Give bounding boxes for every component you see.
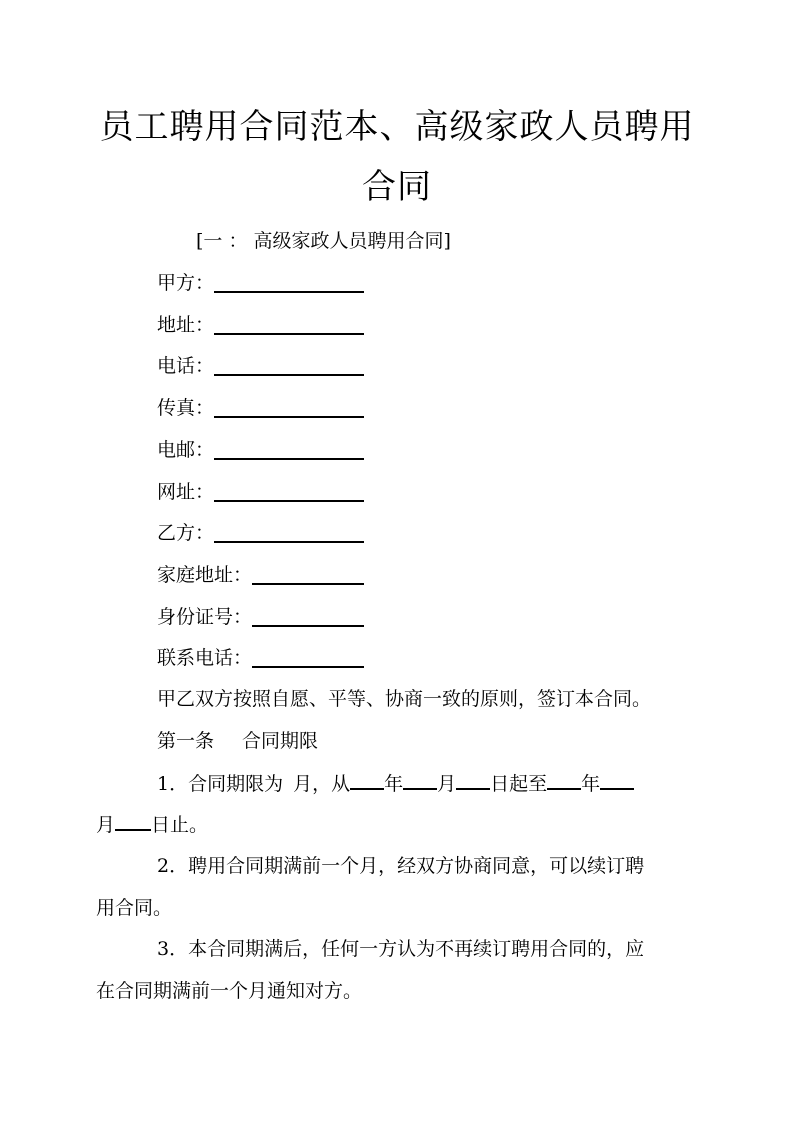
document-title-line-2: 合同 [362, 167, 432, 207]
intro-paragraph: 甲乙双方按照自愿、平等、协商一致的原则，签订本合同。 [157, 688, 652, 710]
blank-line [252, 605, 364, 627]
blank-line [214, 396, 364, 418]
field-party-a [157, 270, 364, 296]
blank-line [600, 770, 634, 790]
paragraph-3-line-2: 在合同期满前一个月通知对方。 [96, 980, 363, 1002]
paragraph-1-line-2 [96, 811, 208, 838]
field-home-address [157, 562, 364, 588]
field-label: 传真： [157, 397, 215, 419]
field-label: 家庭地址： [157, 564, 253, 586]
blank-line [547, 770, 581, 790]
paragraph-2-line-2: 用合同。 [96, 897, 173, 919]
article-title: 合同期限 [242, 730, 319, 752]
blank-line [214, 480, 364, 502]
p1-text: 年 [581, 773, 601, 795]
blank-line [403, 770, 437, 790]
paragraph-1-line-1 [157, 770, 634, 797]
field-email [157, 437, 364, 463]
field-address [157, 312, 364, 338]
article-1-heading [157, 728, 318, 754]
field-label: 甲方： [157, 272, 215, 294]
field-party-b [157, 520, 364, 546]
blank-line [252, 646, 364, 668]
field-label: 网址： [157, 481, 215, 503]
paragraph-3-line-1: 3．本合同期满后，任何一方认为不再续订聘用合同的，应 [157, 938, 645, 960]
blank-line [350, 770, 384, 790]
p1-text: 月 [96, 814, 116, 836]
p1-text: 月 [437, 773, 457, 795]
blank-line [252, 563, 364, 585]
field-label: 乙方： [157, 522, 215, 544]
section-subtitle: [一 ： 高级家政人员聘用合同] [196, 230, 451, 252]
article-number: 第一条 [157, 730, 215, 752]
field-label: 电邮： [157, 439, 215, 461]
field-contact-phone [157, 645, 364, 671]
field-label: 身份证号： [157, 606, 253, 628]
field-fax [157, 395, 364, 421]
p1-text: 日起至 [490, 773, 548, 795]
blank-line [214, 271, 364, 293]
p1-text: 年 [384, 773, 404, 795]
blank-line [214, 438, 364, 460]
p1-text: 月，从 [293, 773, 351, 795]
document-title-line-1: 员工聘用合同范本、高级家政人员聘用 [99, 107, 695, 147]
paragraph-2-line-1: 2．聘用合同期满前一个月，经双方协商同意，可以续订聘 [157, 855, 645, 877]
field-website [157, 479, 364, 505]
p1-text: 1．合同期限为 [157, 773, 284, 795]
field-id-number [157, 604, 364, 630]
field-label: 电话： [157, 355, 215, 377]
p1-text: 日止。 [151, 814, 209, 836]
field-label: 联系电话： [157, 647, 253, 669]
blank-line [456, 770, 490, 790]
field-phone [157, 353, 364, 379]
field-label: 地址： [157, 314, 215, 336]
blank-line [115, 811, 151, 831]
blank-line [214, 354, 364, 376]
blank-line [214, 313, 364, 335]
blank-line [214, 521, 364, 543]
